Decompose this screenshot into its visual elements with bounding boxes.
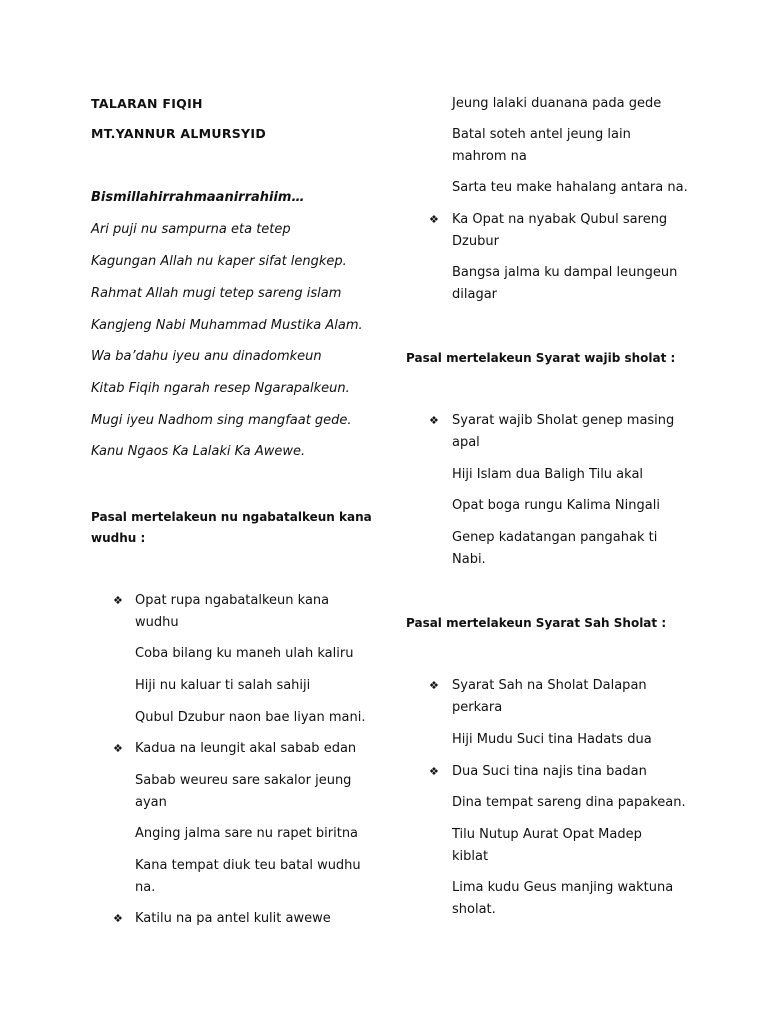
list-item: Genep kadatangan pangahak ti [452,530,658,545]
author-name: MT.YANNUR ALMURSYID [91,126,267,141]
list-item: Kana tempat diuk teu batal wudhu [135,858,361,873]
list-item: Bangsa jalma ku dampal leungeun [452,265,678,280]
diamond-bullet-icon: ❖ [429,765,439,778]
list-item: Dua Suci tina najis tina badan [452,764,647,779]
list-item: Opat rupa ngabatalkeun kana [135,593,330,608]
verse-line: Kitab Fiqih ngarah resep Ngarapalkeun. [91,381,350,396]
section-heading-syarat-wajib: Pasal mertelakeun Syarat wajib sholat : [406,351,676,365]
list-item: Katilu na pa antel kulit awewe [135,911,331,926]
list-item: perkara [452,700,503,715]
list-item: Qubul Dzubur naon bae liyan mani. [135,710,366,725]
document-title: TALARAN FIQIH [91,96,203,111]
verse-line: Mugi iyeu Nadhom sing mangfaat gede. [91,413,352,428]
list-item: apal [452,435,480,450]
section-heading-wudhu-cont: wudhu : [91,531,146,545]
section-heading-syarat-sah: Pasal mertelakeun Syarat Sah Sholat : [406,616,667,630]
diamond-bullet-icon: ❖ [113,742,123,755]
diamond-bullet-icon: ❖ [429,213,439,226]
list-item: wudhu [135,615,179,630]
verse-line: Kanu Ngaos Ka Lalaki Ka Awewe. [91,444,306,459]
section-heading-wudhu: Pasal mertelakeun nu ngabatalkeun kana [91,510,372,524]
list-item: Dzubur [452,234,499,249]
list-item: Hiji Mudu Suci tina Hadats dua [452,732,652,747]
list-item: Ka Opat na nyabak Qubul sareng [452,212,668,227]
list-item: Sarta teu make hahalang antara na. [452,180,688,195]
verse-line: Kagungan Allah nu kaper sifat lengkep. [91,254,347,269]
diamond-bullet-icon: ❖ [429,679,439,692]
list-item: dilagar [452,287,498,302]
list-item: Batal soteh antel jeung lain [452,127,631,142]
list-item: Opat boga rungu Kalima Ningali [452,498,660,513]
list-item: Lima kudu Geus manjing waktuna [452,880,674,895]
list-item: sholat. [452,902,496,917]
opening-line: Bismillahirrahmaanirrahiim… [91,190,305,205]
list-item: Nabi. [452,552,486,567]
verse-line: Kangjeng Nabi Muhammad Mustika Alam. [91,318,363,333]
list-item: Hiji nu kaluar ti salah sahiji [135,678,311,693]
list-item: Syarat wajib Sholat genep masing [452,413,675,428]
list-item: mahrom na [452,149,527,164]
list-item: Anging jalma sare nu rapet biritna [135,826,359,841]
diamond-bullet-icon: ❖ [113,594,123,607]
list-item: Hiji Islam dua Baligh Tilu akal [452,467,644,482]
diamond-bullet-icon: ❖ [429,414,439,427]
list-item: Tilu Nutup Aurat Opat Madep [452,827,642,842]
list-item: ayan [135,795,167,810]
verse-line: Wa ba’dahu iyeu anu dinadomkeun [91,349,322,364]
list-item: kiblat [452,849,489,864]
diamond-bullet-icon: ❖ [113,912,123,925]
list-item: Kadua na leungit akal sabab edan [135,741,357,756]
list-item: Coba bilang ku maneh ulah kaliru [135,646,354,661]
list-item: Dina tempat sareng dina papakean. [452,795,686,810]
list-item: Sabab weureu sare sakalor jeung [135,773,352,788]
list-item: Syarat Sah na Sholat Dalapan [452,678,647,693]
verse-line: Ari puji nu sampurna eta tetep [91,222,291,237]
list-item: na. [135,880,156,895]
verse-line: Rahmat Allah mugi tetep sareng islam [91,286,342,301]
list-item: Jeung lalaki duanana pada gede [452,96,662,111]
